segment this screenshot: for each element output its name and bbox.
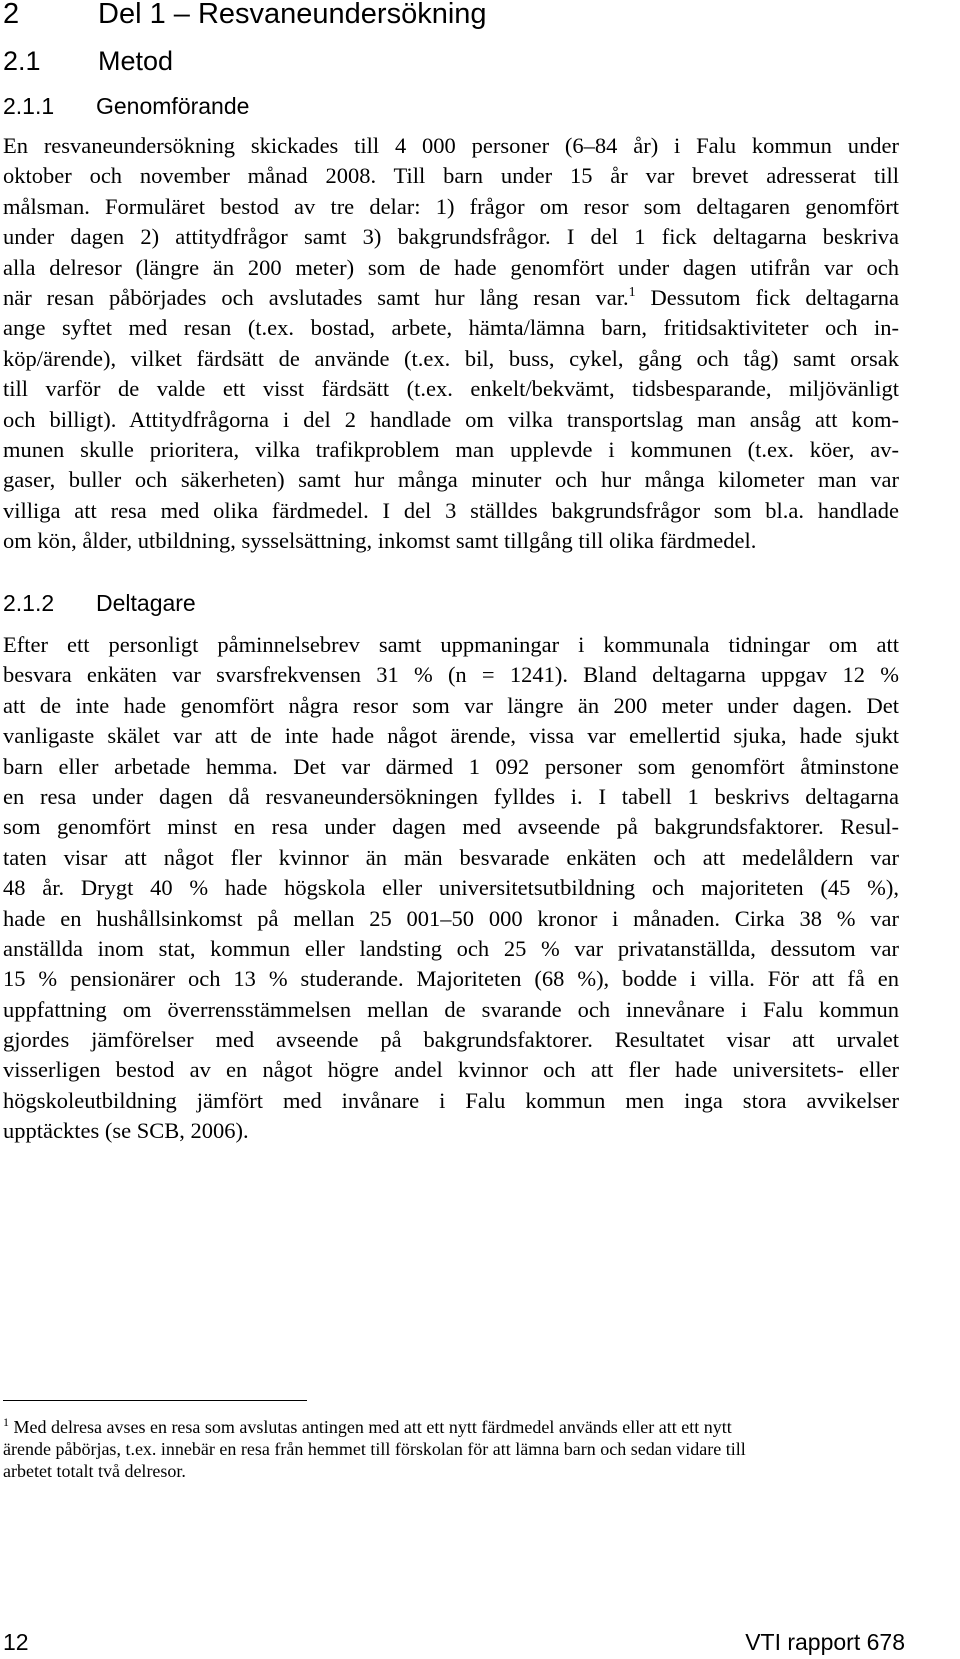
text-line: taten visar att något fler kvinnor än män besvarade enkäten och att medelåldern var <box>3 844 899 870</box>
text-line-with-footnote <box>3 283 899 313</box>
text-line: vanligaste skälet var att de inte hade något ärende, vissa var emellertid sjuka, hade sjukt <box>3 723 899 749</box>
text-line: under dagen 2) attitydfrågor samt 3) bakgrundsfrågor. I del 1 fick deltagarna beskriva <box>3 224 899 250</box>
chapter-title: Del 1 – Resvaneundersökning <box>98 0 487 30</box>
section-heading <box>3 44 173 78</box>
footnote-reference[interactable]: 1 <box>628 284 636 300</box>
text-line: hade en hushållsinkomst på mellan 25 001–50 000 kronor i månaden. Cirka 38 % var <box>3 905 899 931</box>
footnote-line: ärende påbörjas, t.ex. innebär en resa från hemmet till förskolan för att lämna barn och sedan vidare till <box>3 1439 746 1459</box>
text-segment: när resan påbörjades och avslutades samt hur lång resan var. <box>3 284 629 310</box>
text-line: målsman. Formuläret bestod av tre delar: 1) frågor om resor som deltagaren genomfört <box>3 193 899 219</box>
text-line: gjordes jämförelser med avseende på bakgrundsfaktorer. Resultatet visar att urvalet <box>3 1027 899 1053</box>
text-line: anställda inom stat, kommun eller landsting och 25 % var privatanställda, dessutom var <box>3 935 899 961</box>
subsection-number: 2.1.2 <box>3 590 55 616</box>
text-line: ange syftet med resan (t.ex. bostad, arbete, hämta/lämna barn, fritidsaktiviteter och in- <box>3 315 899 341</box>
subsection-title: Deltagare <box>96 590 196 616</box>
section-title: Metod <box>98 46 174 76</box>
section-number: 2.1 <box>3 46 41 76</box>
chapter-number: 2 <box>3 0 20 30</box>
paragraph-deltagare <box>3 630 899 1147</box>
subsection-heading-deltagare <box>3 588 196 618</box>
text-line: och billigt). Attitydfrågorna i del 2 handlade om vilka transportslag man ansåg att kom- <box>3 406 899 432</box>
text-line: munen skulle prioritera, vilka trafikproblem man upplevde i kommunen (t.ex. köer, av- <box>3 436 899 462</box>
subsection-title: Genomförande <box>96 93 250 119</box>
text-line: gaser, buller och säkerheten) samt hur många minuter och hur många kilometer man var <box>3 467 899 493</box>
footnote-marker: 1 <box>3 1415 9 1429</box>
text-line: till varför de valde ett visst färdsätt (t.ex. enkelt/bekvämt, tidsbesparande, miljövänligt <box>3 376 899 402</box>
footnote-divider <box>3 1400 307 1401</box>
text-line: besvara enkäten var svarsfrekvensen 31 % (n = 1241). Bland deltagarna uppgav 12 % <box>3 662 899 688</box>
footnote <box>3 1416 863 1482</box>
text-line: om kön, ålder, utbildning, sysselsättning, inkomst samt tillgång till olika färdmedel. <box>3 528 757 554</box>
footnote-text: Med delresa avses en resa som avslutas antingen med att ett nytt färdmedel används eller att ett nytt <box>9 1417 732 1437</box>
text-line: att de inte hade genomfört några resor som var längre än 200 meter under dagen. Det <box>3 692 899 718</box>
text-line: alla delresor (längre än 200 meter) som de hade genomfört under dagen utifrån var och <box>3 254 899 280</box>
text-line: visserligen bestod av en något högre andel kvinnor och att fler hade universitets- eller <box>3 1057 899 1083</box>
text-line: Efter ett personligt påminnelsebrev samt uppmaningar i kommunala tidningar om att <box>3 632 899 657</box>
text-line: En resvaneundersökning skickades till 4 000 personer (6–84 år) i Falu kommun under <box>3 133 899 158</box>
subsection-heading-genomforande <box>3 91 249 121</box>
text-line: barn eller arbetade hemma. Det var därmed 1 092 personer som genomfört åtminstone <box>3 753 899 779</box>
text-line: 15 % pensionärer och 13 % studerande. Majoriteten (68 %), bodde i villa. För att få en <box>3 966 899 992</box>
text-line: som genomfört minst en resa under dagen med avseende på bakgrundsfaktorer. Resul- <box>3 814 899 840</box>
text-line: oktober och november månad 2008. Till barn under 15 år var brevet adresserat till <box>3 163 899 189</box>
footnote-line <box>3 1416 863 1438</box>
text-segment: Dessutom fick deltagarna <box>635 284 900 310</box>
text-line: uppfattning om överrensstämmelsen mellan de svarande och innevånare i Falu kommun <box>3 996 899 1022</box>
footnote-line: arbetet totalt två delresor. <box>3 1461 186 1481</box>
text-line: upptäcktes (se SCB, 2006). <box>3 1118 249 1144</box>
chapter-heading <box>3 0 487 32</box>
text-line: högskoleutbildning jämfört med invånare i Falu kommun men inga stora avvikelser <box>3 1087 899 1113</box>
text-line: villiga att resa med olika färdmedel. I del 3 ställdes bakgrundsfrågor som bl.a. handlade <box>3 497 899 523</box>
page-number: 12 <box>3 1629 29 1655</box>
paragraph-genomforande <box>3 131 899 556</box>
report-name: VTI rapport 678 <box>745 1629 905 1655</box>
text-line: en resa under dagen då resvaneundersökningen fylldes i. I tabell 1 beskrivs deltagarna <box>3 783 899 809</box>
text-line: köp/ärende), vilket färdsätt de använde (t.ex. bil, buss, cykel, gång och tåg) samt orsak <box>3 345 899 371</box>
subsection-number: 2.1.1 <box>3 93 55 119</box>
text-line: 48 år. Drygt 40 % hade högskola eller universitetsutbildning och majoriteten (45 %), <box>3 875 899 901</box>
